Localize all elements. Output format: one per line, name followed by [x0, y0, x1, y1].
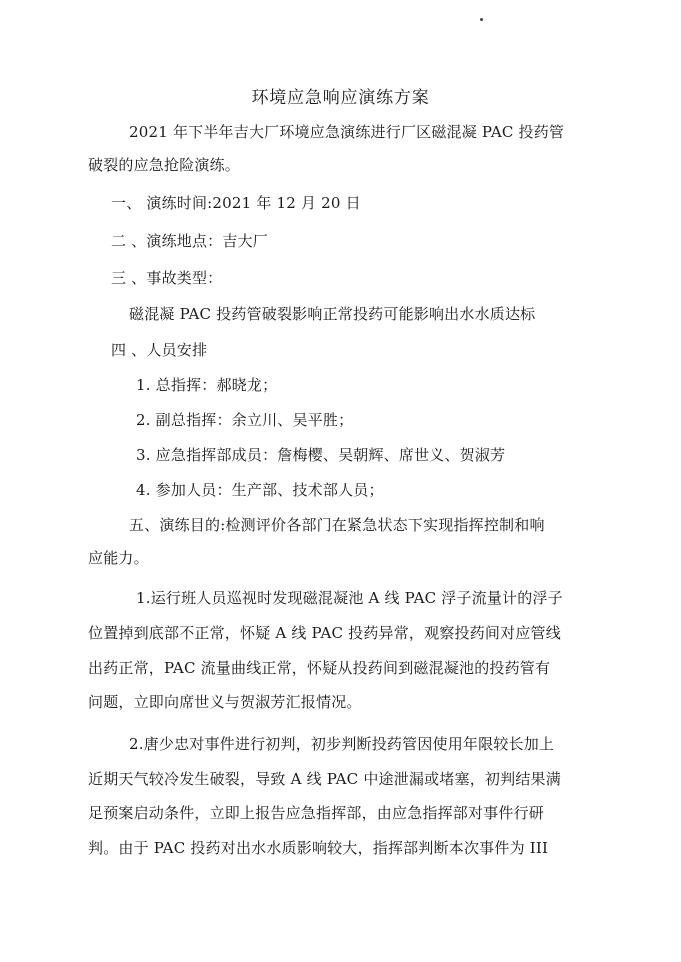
section-place: 二 、演练地点：吉大厂	[111, 232, 268, 250]
section-purpose-line-2: 应能力。	[88, 549, 149, 567]
intro-line-2: 破裂的应急抢险演练。	[88, 156, 241, 174]
scan-speck	[480, 18, 483, 21]
paragraph2-line-4: 判。由于 PAC 投药对出水水质影响较大，指挥部判断本次事件为 III	[88, 839, 549, 857]
section-purpose-line-1: 五、演练目的:检测评价各部门在紧急状态下实现指挥控制和响	[129, 516, 545, 534]
paragraph1-line-2: 位置掉到底部不正常，怀疑 A 线 PAC 投药异常，观察投药间对应管线	[88, 624, 561, 642]
section-staff-heading: 四 、人员安排	[111, 341, 208, 359]
paragraph2-line-1: 2.唐少忠对事件进行初判，初步判断投药管因使用年限较长加上	[129, 735, 555, 753]
intro-line-1: 2021 年下半年吉大厂环境应急演练进行厂区磁混凝 PAC 投药管	[129, 123, 565, 141]
staff-item-2: 2. 副总指挥：余立川、吴平胜；	[136, 411, 354, 429]
paragraph1-line-3: 出药正常，PAC 流量曲线正常，怀疑从投药间到磁混凝池的投药管有	[88, 659, 551, 677]
staff-item-3: 3. 应急指挥部成员：詹梅樱、吴朝辉、席世义、贺淑芳	[136, 446, 506, 464]
section-time: 一、 演练时间:2021 年 12 月 20 日	[111, 194, 361, 212]
staff-item-4: 4. 参加人员：生产部、技术部人员；	[136, 481, 384, 499]
paragraph2-line-3: 足预案启动条件，立即上报告应急指挥部，由应急指挥部对事件行研	[88, 804, 545, 822]
paragraph1-line-4: 问题，立即向席世义与贺淑芳汇报情况。	[88, 693, 362, 711]
document-title: 环境应急响应演练方案	[251, 88, 430, 108]
staff-item-1: 1. 总指挥：郝晓龙；	[136, 376, 278, 394]
paragraph1-line-1: 1.运行班人员巡视时发现磁混凝池 A 线 PAC 浮子流量计的浮子	[136, 589, 563, 607]
paragraph2-line-2: 近期天气较冷发生破裂，导致 A 线 PAC 中途泄漏或堵塞，初判结果满	[88, 770, 561, 788]
section-type-body: 磁混凝 PAC 投药管破裂影响正常投药可能影响出水水质达标	[129, 305, 536, 323]
section-type-heading: 三 、事故类型：	[111, 269, 223, 287]
